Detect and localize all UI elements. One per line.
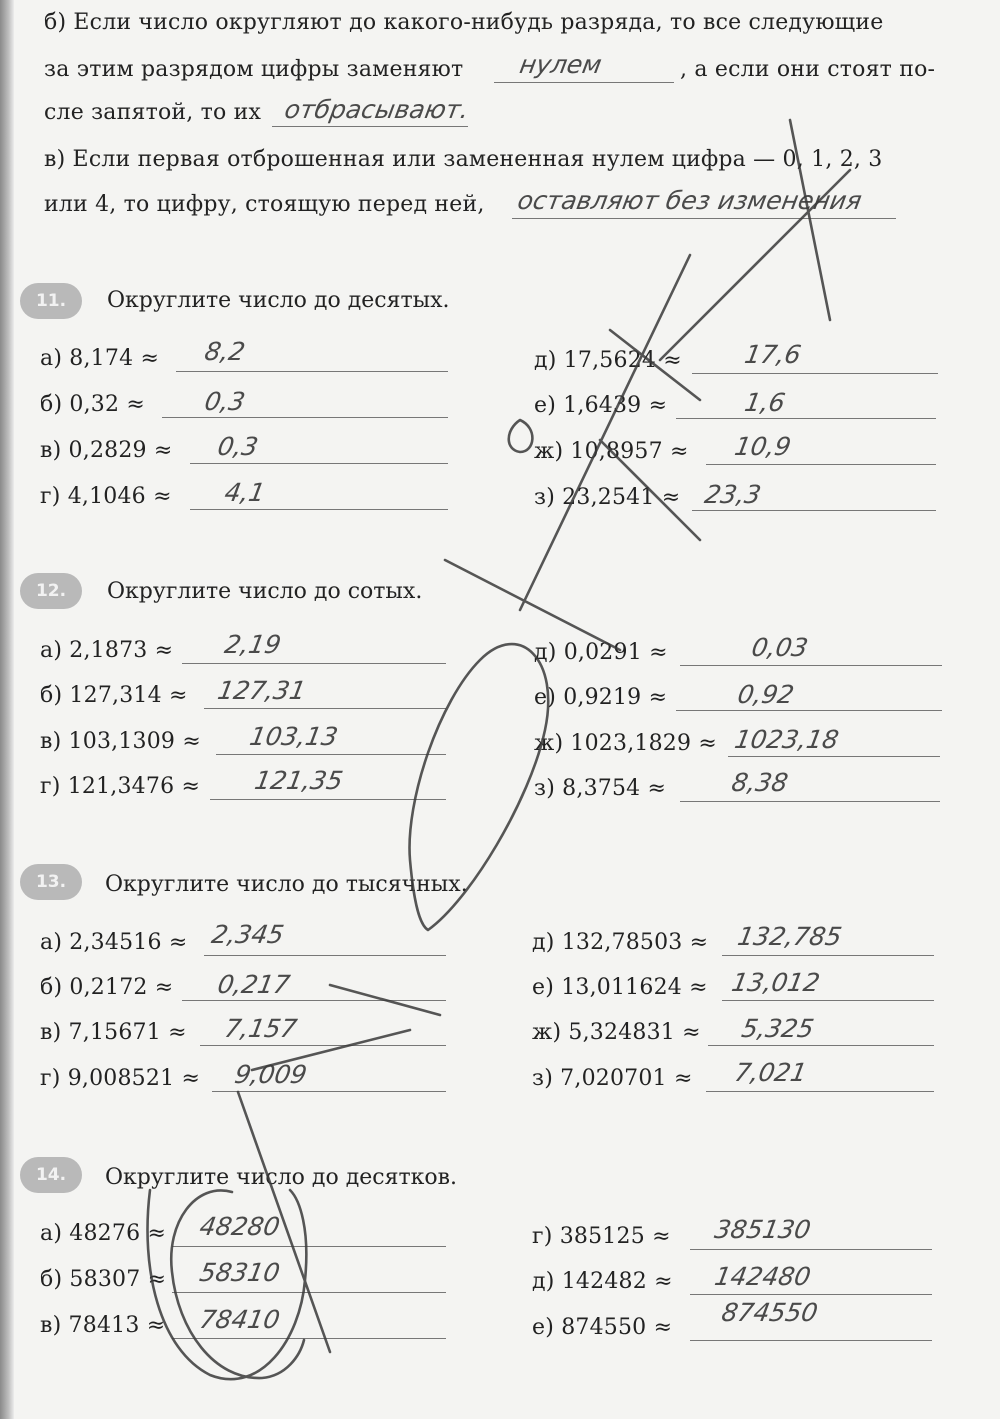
handwritten-answer: 9,009	[232, 1060, 310, 1089]
exercise-label: з) 8,3754 ≈	[534, 776, 667, 801]
handwritten-answer-keep: оставляют без изменения	[515, 186, 864, 215]
exercise-label: е) 1,6439 ≈	[534, 393, 668, 418]
exercise-label: з) 23,2541 ≈	[534, 485, 681, 510]
watermark-stroke-k3	[600, 440, 700, 540]
task-title: Округлите число до тысячных.	[105, 872, 468, 897]
task-number-badge: 11.	[20, 283, 82, 319]
handwritten-answer: 0,217	[215, 970, 293, 999]
handwritten-answer: 2,345	[209, 920, 287, 949]
rule-v-line-2-start: или 4, то цифру, стоящую перед ней,	[44, 192, 485, 217]
exercise-label: б) 0,32 ≈	[40, 392, 146, 417]
handwritten-answer: 0,3	[202, 387, 248, 416]
exercise-label: з) 7,020701 ≈	[532, 1066, 693, 1091]
exercise-label: д) 17,5624 ≈	[534, 348, 682, 373]
handwritten-answer-zero: нулем	[517, 50, 604, 79]
watermark-stroke-i1-right	[330, 985, 440, 1015]
exercise-label: а) 2,1873 ≈	[40, 638, 174, 663]
rule-v-line-1: в) Если первая отброшенная или замененная нулем цифра — 0, 1, 2, 3	[44, 147, 883, 172]
exercise-label: в) 7,15671 ≈	[40, 1020, 187, 1045]
exercise-label: е) 874550 ≈	[532, 1315, 673, 1340]
handwritten-answer: 132,785	[735, 922, 844, 951]
exercise-label: ж) 10,8957 ≈	[534, 439, 689, 464]
rule-b-line-2-start: за этим разрядом цифры заменяют	[44, 57, 464, 82]
handwritten-answer: 4,1	[222, 478, 268, 507]
handwritten-answer: 0,03	[749, 633, 811, 662]
handwritten-answer: 17,6	[742, 340, 804, 369]
exercise-label: г) 121,3476 ≈	[40, 774, 201, 799]
handwritten-answer: 0,92	[735, 680, 797, 709]
handwritten-answer: 874550	[719, 1298, 820, 1327]
exercise-label: б) 0,2172 ≈	[40, 975, 174, 1000]
watermark-stroke-k2	[520, 255, 690, 610]
exercise-label: ж) 5,324831 ≈	[532, 1020, 701, 1045]
handwritten-answer: 7,021	[732, 1058, 810, 1087]
handwritten-answer-discard: отбрасывают.	[282, 95, 472, 124]
handwritten-answer: 103,13	[247, 722, 341, 751]
exercise-label: е) 0,9219 ≈	[534, 685, 668, 710]
handwritten-answer: 8,38	[729, 768, 791, 797]
task-number-badge: 13.	[20, 864, 82, 900]
exercise-label: г) 4,1046 ≈	[40, 484, 172, 509]
handwritten-answer: 385130	[712, 1215, 813, 1244]
exercise-label: а) 48276 ≈	[40, 1221, 167, 1246]
exercise-label: д) 142482 ≈	[532, 1269, 673, 1294]
exercise-label: б) 58307 ≈	[40, 1267, 167, 1292]
watermark-stroke-i1-diag	[252, 1030, 410, 1070]
watermark-stroke-o	[410, 644, 549, 930]
exercise-label: б) 127,314 ≈	[40, 683, 188, 708]
exercise-label: а) 8,174 ≈	[40, 346, 160, 371]
handwritten-answer: 1,6	[742, 388, 788, 417]
handwritten-answer: 127,31	[215, 676, 309, 705]
task-title: Округлите число до сотых.	[107, 579, 423, 604]
handwritten-answer: 1023,18	[732, 725, 841, 754]
exercise-label: в) 0,2829 ≈	[40, 438, 173, 463]
handwritten-answer: 48280	[197, 1212, 283, 1241]
exercise-label: г) 385125 ≈	[532, 1224, 671, 1249]
exercise-label: ж) 1023,1829 ≈	[534, 731, 718, 756]
handwritten-answer: 78410	[197, 1305, 283, 1334]
task-title: Округлите число до десятых.	[107, 288, 450, 313]
rule-b-line-3-start: сле запятой, то их	[44, 100, 262, 125]
handwritten-answer: 23,3	[702, 480, 764, 509]
handwritten-answer: 2,19	[222, 630, 284, 659]
watermark-stroke-i1	[238, 1092, 330, 1352]
handwritten-answer: 142480	[712, 1262, 813, 1291]
exercise-label: е) 13,011624 ≈	[532, 975, 708, 1000]
handwritten-answer: 8,2	[202, 337, 248, 366]
watermark-stroke-i2b	[660, 170, 850, 360]
rule-b-line-2-end: , а если они стоят по-	[680, 57, 936, 82]
handwritten-answer: 13,012	[729, 968, 823, 997]
handwritten-answer: 10,9	[732, 432, 794, 461]
handwritten-answer: 5,325	[739, 1014, 817, 1043]
task-title: Округлите число до десятков.	[105, 1165, 457, 1190]
exercise-label: д) 0,0291 ≈	[534, 640, 668, 665]
task-number-badge: 14.	[20, 1157, 82, 1193]
exercise-label: а) 2,34516 ≈	[40, 930, 188, 955]
watermark-stroke-o-small	[509, 420, 533, 452]
exercise-label: г) 9,008521 ≈	[40, 1066, 201, 1091]
watermark-stroke-i2c	[790, 120, 830, 320]
handwritten-answer: 7,157	[222, 1014, 300, 1043]
handwritten-answer: 58310	[197, 1258, 283, 1287]
exercise-label: д) 132,78503 ≈	[532, 930, 709, 955]
rule-b-line-1: б) Если число округляют до какого-нибудь разряда, то все следующие	[44, 10, 884, 35]
handwritten-answer: 121,35	[252, 766, 346, 795]
exercise-label: в) 103,1309 ≈	[40, 729, 201, 754]
watermark-stroke-i2a	[610, 330, 700, 400]
task-number-badge: 12.	[20, 573, 82, 609]
watermark-stroke-k1	[445, 560, 620, 650]
handwritten-answer: 0,3	[215, 432, 261, 461]
exercise-label: в) 78413 ≈	[40, 1313, 166, 1338]
